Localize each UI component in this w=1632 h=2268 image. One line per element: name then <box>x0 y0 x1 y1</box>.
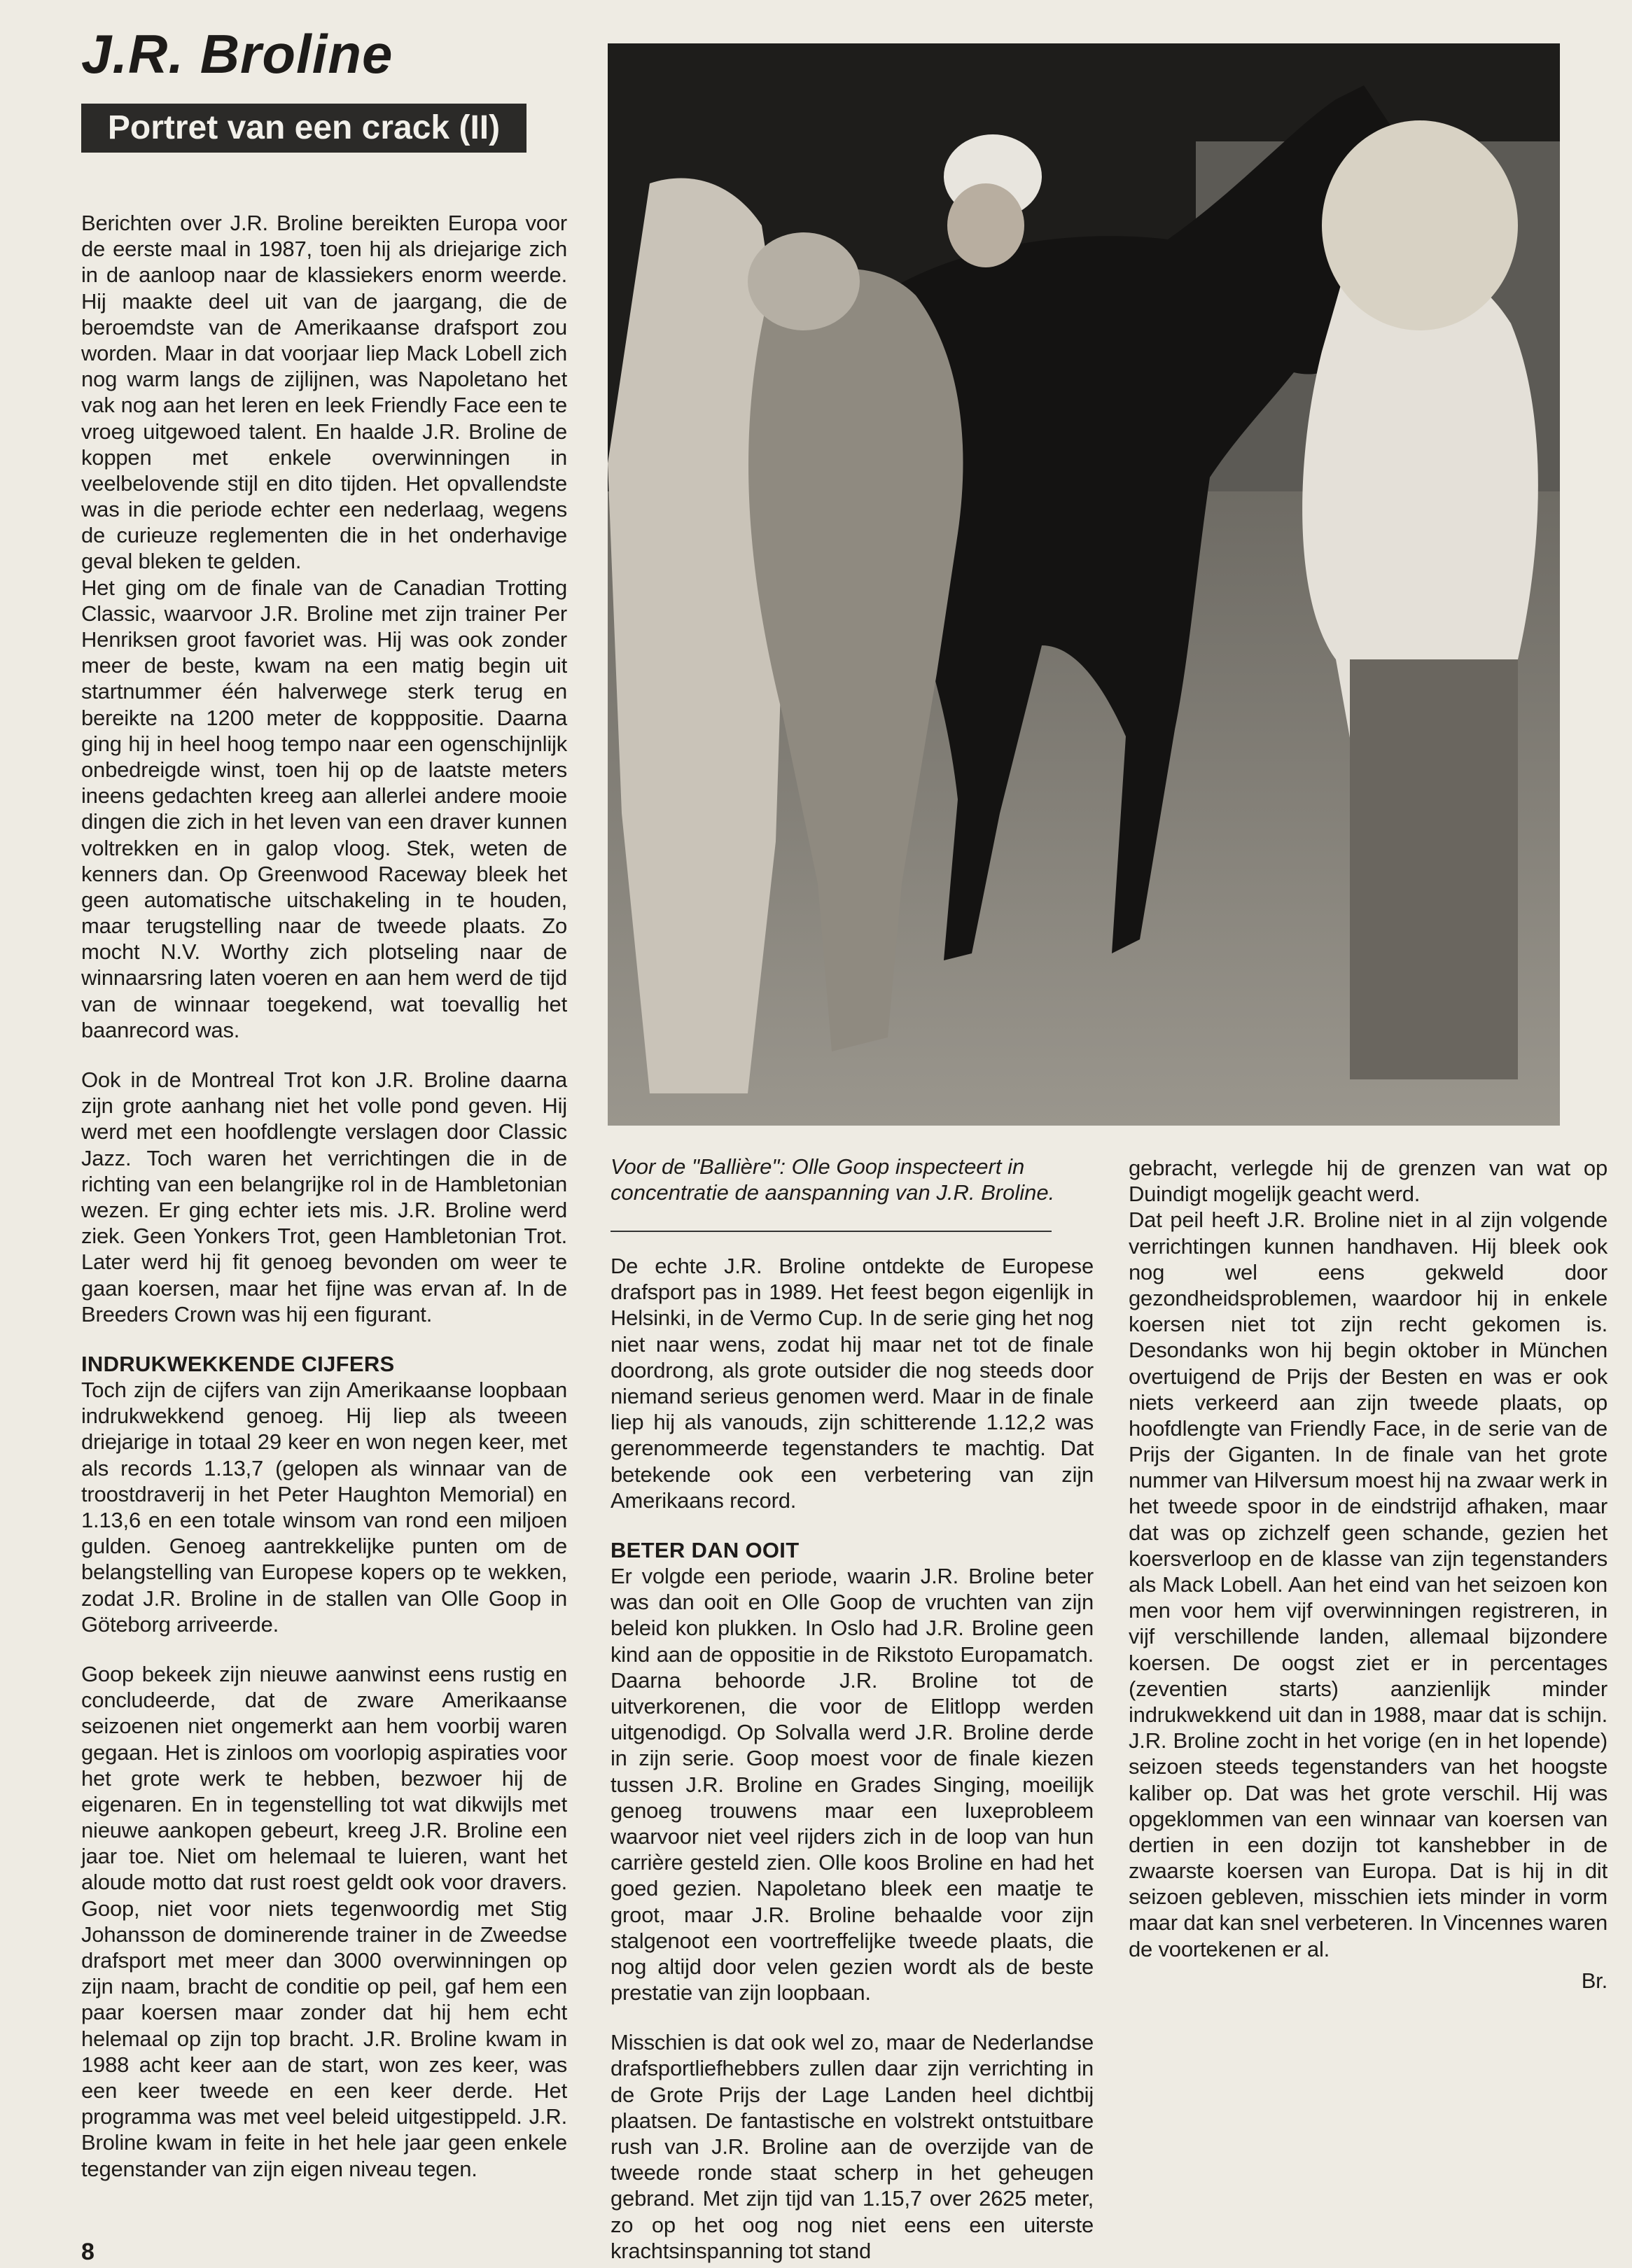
paragraph: Misschien is dat ook wel zo, maar de Nederlandse drafsportliefhebbers zullen daar zijn verrichting in de Grote Prijs der Lage Landen heel dichtbij plaatsen. De fantastische en volstrekt ontstuitbare rush van J.R. Broline aan de overzijde van de tweede ronde staat scherp in het geheugen gebrand. Met zijn tijd van 1.15,7 over 2625 meter, zo op het oog nog niet eens een uiterste krachtsinspanning tot stand <box>611 2030 1094 2263</box>
column-3 <box>1129 1155 1607 1994</box>
paragraph: De echte J.R. Broline ontdekte de Europese drafsport pas in 1989. Het feest begon eigenlijk in Helsinki, in de Vermo Cup. In de serie ging het nog niet naar wens, zodat hij maar net tot de finale doordrong, als grote outsider die nog steeds door niemand serieus genomen werd. Maar in de finale liep hij als vanouds, zijn schitterende 1.12,2 was gerenommeerde tegenstanders te machtig. Dat betekende ook een verbetering van zijn Amerikaans record. <box>611 1254 1094 1513</box>
column-1 <box>81 210 567 2182</box>
author-signature: Br. <box>1581 1968 1607 1993</box>
paragraph: Goop bekeek zijn nieuwe aanwinst eens rustig en concludeerde, dat de zware Amerikaanse seizoenen niet ongemerkt aan hem voorbij waren gegaan. Het is zinloos om voorlopig aspiraties voor het grote werk te hebben, bezwoer hij de eigenaren. En in tegenstelling tot wat dikwijls met nieuwe aankopen gebeurt, kreeg J.R. Broline een jaar toe. Niet om helemaal te luieren, want het aloude motto dat rust roest geldt ook voor dravers. Goop, niet voor niets tegenwoordig met Stig Johansson de dominerende trainer in de Zweedse drafsport met meer dan 3000 overwinningen op zijn naam, bracht de conditie op peil, gaf hem een paar koersen maar zonder dat hij hem echt helemaal op zijn top bracht. J.R. Broline kwam in 1988 acht keer aan de start, won zes keer, was een keer tweede en een keer derde. Het programma was met veel beleid uitgestippeld. J.R. Broline kwam in feite in het hele jaar geen enkele tegenstander van zijn eigen niveau tegen. <box>81 1661 567 2181</box>
column-2 <box>611 1253 1094 2264</box>
article-subtitle: Portret van een crack (II) <box>81 104 526 153</box>
paragraph: Toch zijn de cijfers van zijn Amerikaanse loopbaan indrukwekkend genoeg. Hij liep als tweeen driejarige in totaal 29 keer en won negen keer, met als records 1.13,7 (gelopen als winnaar van de troostdraverij in het Peter Haughton Memorial) en 1.13,6 en een totale winsom van rond een miljoen gulden. Genoeg aantrekkelijke punten om de belangstelling van Europese kopers op te wekken, zodat J.R. Broline in de stallen van Olle Goop in Göteborg arriveerde. <box>81 1378 567 1637</box>
section-heading: INDRUKWEKKENDE CIJFERS <box>81 1351 395 1376</box>
section-heading: BETER DAN OOIT <box>611 1537 800 1562</box>
paragraph: Het ging om de finale van de Canadian Trotting Classic, waarvoor J.R. Broline met zijn trainer Per Henriksen groot favoriet was. Hij was ook zonder meer de beste, kwam na een matig begin uit startnummer één halverwege sterk terug en bereikte na 1200 meter de kopppositie. Daarna ging hij in heel hoog tempo naar een ogenschijnlijk onbedreigde winst, toen hij op de laatste meters ineens gedachten kreeg aan allerlei andere mooie dingen die zich in het leven van een draver kunnen voltrekken en in galop vloog. Stek, weten de kenners dan. Op Greenwood Raceway bleek het geen automatische uitschakeling in te houden, maar terugstelling naar de tweede plaats. Zo mocht N.V. Worthy zich plotseling naar de winnaarsring laten voeren en aan hem werd de tijd van de winnaar toegekend, wat toevallig het baanrecord was. <box>81 575 567 1042</box>
paragraph: Ook in de Montreal Trot kon J.R. Broline daarna zijn grote aanhang niet het volle pond geven. Hij werd met een hoofdlengte verslagen door Classic Jazz. Toch waren het verrichtingen die in de richting van een belangrijke rol in de Hambletonian wezen. Er ging echter iets mis. J.R. Broline werd ziek. Geen Yonkers Trot, geen Hambletonian Trot. Later werd hij fit genoeg bevonden om weer te gaan koersen, maar het fijne was ervan af. In de Breeders Crown was hij een figurant. <box>81 1068 567 1326</box>
article-title: J.R. Broline <box>81 23 393 85</box>
photo-illustration <box>608 43 1560 1126</box>
paragraph: Er volgde een periode, waarin J.R. Broline beter was dan ooit en Olle Goop de vruchten van zijn beleid kon plukken. In Oslo had J.R. Broline geen kind aan de oppositie in de Rikstoto Europamatch. Daarna behoorde J.R. Broline tot de uitverkorenen, die voor de Elitlopp werden uitgenodigd. Op Solvalla werd J.R. Broline derde in zijn serie. Goop moest voor de finale kiezen tussen J.R. Broline en Grades Singing, moeilijk genoeg trouwens maar een luxeprobleem waarvoor niet veel rijders zich in de loop van hun carrière gesteld zien. Olle koos Broline en had het goed gezien. Napoletano bleek een maatje te groot, maar J.R. Broline behaalde voor zijn stalgenoot een voortreffelijke tweede plaats, die nog altijd door velen gezien wordt als de beste prestatie van zijn loopbaan. <box>611 1564 1094 2005</box>
photo-caption: Voor de "Ballière": Olle Goop inspecteert in concentratie de aanspanning van J.R. Broline. <box>611 1154 1055 1205</box>
paragraph: Dat peil heeft J.R. Broline niet in al zijn volgende verrichtingen kunnen handhaven. Hij bleek ook nog wel eens gekweld door gezondheidsproblemen, waardoor hij in enkele koersen niet tot zijn recht gekomen is. Desondanks won hij begin oktober in München overtuigend de Prijs der Besten en was er ook niets verkeerd aan zijn tweede plaats, op hoofdlengte van Friendly Face, in de serie van de Prijs der Giganten. In de finale van het grote nummer van Hilversum moest hij na zwaar werk in het tweede spoor in de eindstrijd afhaken, maar dat was op zichzelf geen schande, gezien het koersverloop en de klasse van zijn tegenstanders als Mack Lobell. Aan het eind van het seizoen kon men voor hem vijf overwinningen registreren, in vijf verschillende landen, allemaal bijzondere koersen. De oogst ziet er in percentages (zeventien starts) aanzienlijk minder indrukwekkend uit dan in 1988, maar dat is schijn. J.R. Broline zocht in het vorige (en in het lopende) seizoen steeds tegenstanders van het hoogste kaliber op. Dat was het grote verschil. Hij was opgeklommen van een winnaar van koersen van dertien in een dozijn tot kanshebber in de zwaarste koersen van Europa. Dat is hij in dit seizoen gebleven, misschien iets minder in vorm maar dat kan snel verbeteren. In Vincennes waren de voortekenen er al. <box>1129 1208 1607 1961</box>
photo-horse-and-handlers <box>608 43 1560 1126</box>
page-number: 8 <box>81 2239 95 2265</box>
divider <box>611 1231 1052 1232</box>
paragraph: gebracht, verlegde hij de grenzen van wat op Duindigt mogelijk geacht werd. <box>1129 1156 1607 1207</box>
paragraph: Berichten over J.R. Broline bereikten Europa voor de eerste maal in 1987, toen hij als driejarige zich in de aanloop naar de klassiekers enorm weerde. Hij maakte deel uit van de jaargang, die de beroemdste van de Amerikaanse drafsport zou worden. Maar in dat voorjaar liep Mack Lobell zich nog warm langs de zijlijnen, was Napoletano het vak nog aan het leren en leek Friendly Face een te vroeg uitgewoed talent. En haalde J.R. Broline de koppen met enkele overwinningen in veelbelovende stijl en dito tijden. Het opvallendste was in die periode echter een nederlaag, wegens de curieuze reglementen die in het onderhavige geval bleken te gelden. <box>81 211 567 574</box>
